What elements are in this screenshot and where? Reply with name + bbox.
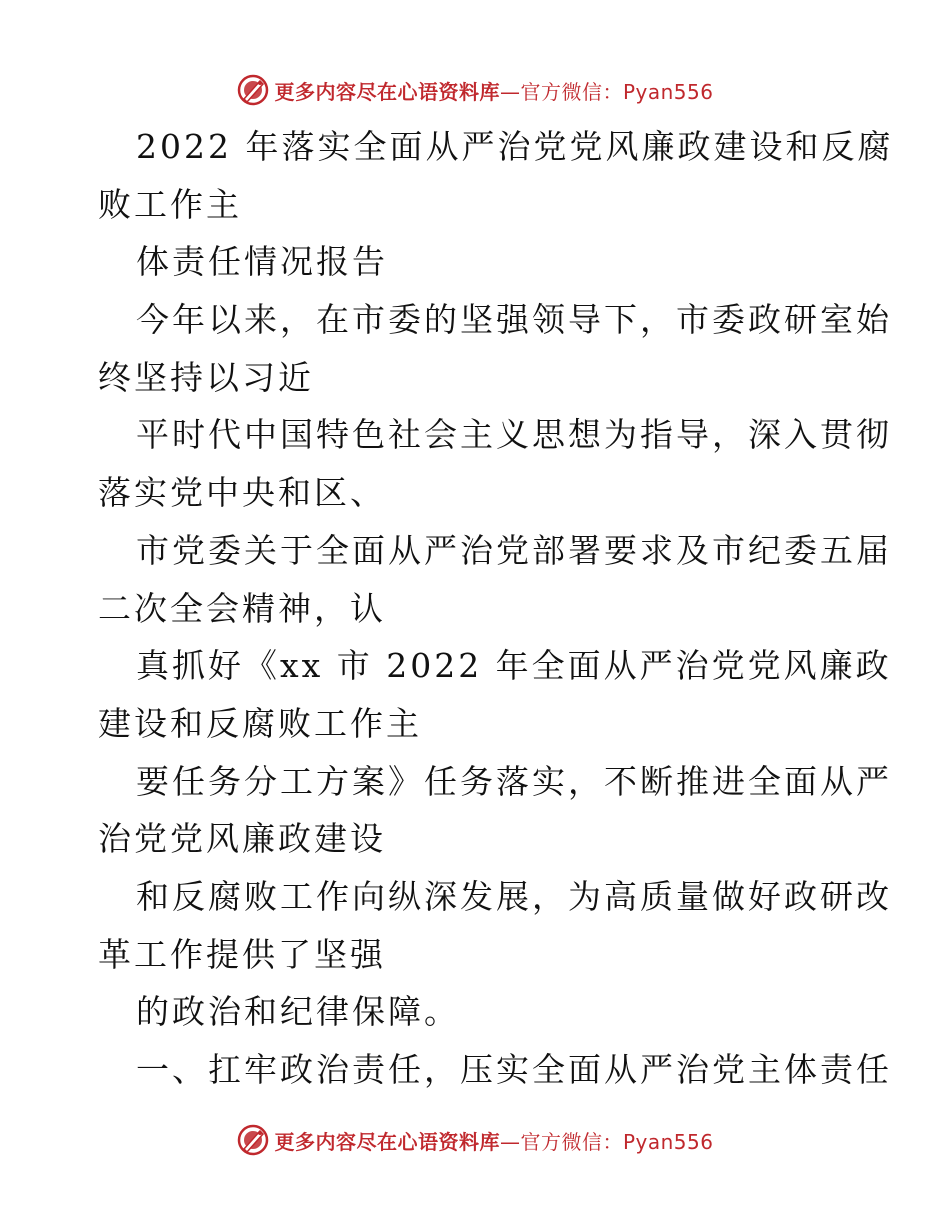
document-line: 真抓好《xx 市 2022 年全面从严治党党风廉政: [136, 646, 892, 686]
watermark-separator: —: [499, 1129, 521, 1154]
watermark-main-text: 更多内容尽在心语资料库: [274, 1129, 500, 1154]
header-watermark: [0, 70, 950, 110]
document-line: 治党党风廉政建设: [98, 819, 386, 859]
document-line: 今年以来，在市委的坚强领导下，市委政研室始: [136, 300, 892, 340]
watermark-main-text: 更多内容尽在心语资料库: [274, 79, 500, 104]
document-line: 一、扛牢政治责任，压实全面从严治党主体责任: [136, 1050, 892, 1089]
watermark-text: [274, 1126, 713, 1155]
document-line: 终坚持以习近: [98, 357, 314, 397]
document-line: 的政治和纪律保障。: [136, 992, 460, 1032]
watermark-wechat-text: 官方微信：Pyan556: [520, 79, 714, 104]
watermark-wechat-text: 官方微信：Pyan556: [520, 1129, 714, 1154]
document-line: 革工作提供了坚强: [98, 934, 386, 974]
document-line: 市党委关于全面从严治党部署要求及市纪委五届: [136, 530, 892, 570]
document-line: 败工作主: [98, 184, 242, 224]
footer-watermark: [0, 1120, 950, 1160]
pen-seal-logo-icon: [236, 73, 270, 107]
document-line: 二次全会精神，认: [98, 588, 386, 628]
document-line: 体责任情况报告: [136, 242, 388, 282]
document-line: 2022 年落实全面从严治党党风廉政建设和反腐: [136, 127, 894, 166]
document-line: 落实党中央和区、: [98, 473, 386, 513]
document-body: [98, 118, 894, 1099]
document-line: 平时代中国特色社会主义思想为指导，深入贯彻: [136, 415, 892, 455]
watermark-text: [274, 76, 713, 105]
watermark-separator: —: [499, 79, 521, 104]
pen-seal-logo-icon: [236, 1123, 270, 1157]
document-line: 要任务分工方案》任务落实，不断推进全面从严: [136, 761, 892, 801]
document-line: 建设和反腐败工作主: [98, 703, 422, 743]
document-line: 和反腐败工作向纵深发展，为高质量做好政研改: [136, 876, 892, 916]
